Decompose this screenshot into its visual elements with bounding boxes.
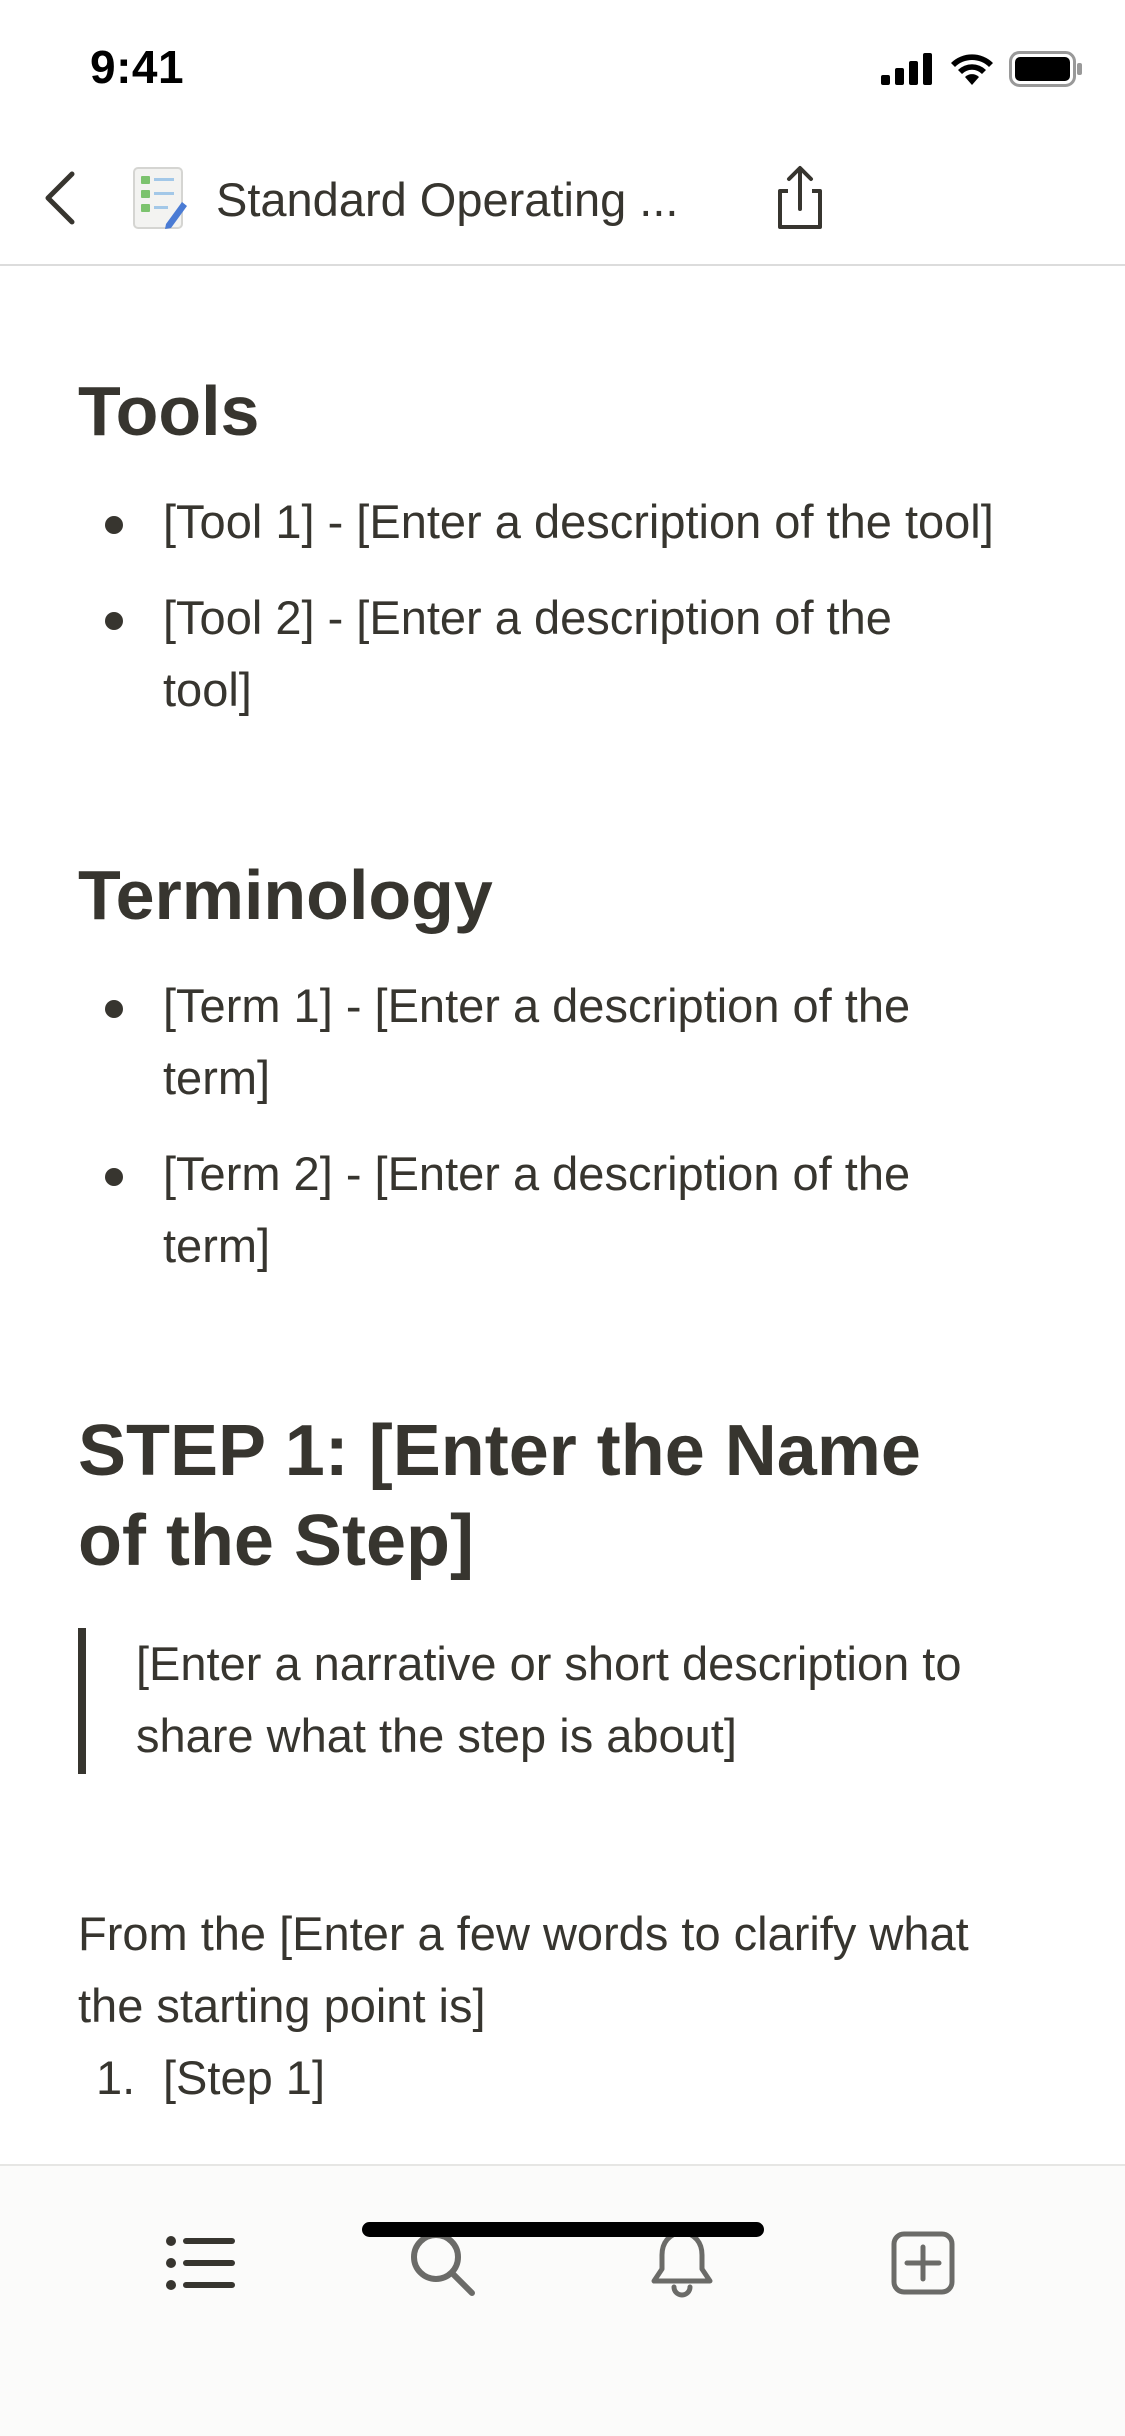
bullet-marker — [105, 1168, 123, 1186]
back-button[interactable] — [30, 162, 90, 234]
status-time: 9:41 — [90, 41, 185, 93]
checklist-emoji-icon[interactable] — [130, 162, 190, 234]
new-page-button[interactable] — [878, 2218, 968, 2308]
bullet-list-item[interactable] — [78, 1138, 1058, 1282]
home-indicator[interactable] — [362, 2222, 764, 2237]
bullet-list-item[interactable] — [78, 582, 1058, 726]
numbered-list-item[interactable] — [78, 2042, 1058, 2114]
status-bar — [0, 0, 1125, 132]
number-marker: 1. — [96, 2051, 136, 2104]
bullet-marker — [105, 612, 123, 630]
page-content[interactable] — [0, 266, 1125, 2164]
bullet-list-item[interactable] — [78, 486, 1058, 558]
bullet-text[interactable]: [Tool 2] - [Enter a description of the tool] — [163, 591, 892, 716]
chevron-left-icon — [40, 168, 80, 228]
navigation-bar — [0, 132, 1125, 266]
heading-step-1[interactable]: STEP 1: [Enter the Name of the Step] — [78, 1411, 921, 1581]
status-icons — [881, 48, 1083, 90]
quote-block[interactable] — [78, 1628, 1038, 1774]
new-page-icon — [890, 2230, 956, 2296]
sidebar-menu-icon — [165, 2235, 237, 2291]
wifi-icon — [949, 52, 995, 86]
bullet-text[interactable]: [Term 1] - [Enter a description of the term] — [163, 979, 911, 1104]
bottom-tab-bar — [0, 2164, 1125, 2436]
cellular-signal-icon — [881, 53, 935, 85]
numbered-text[interactable]: [Step 1] — [163, 2051, 325, 2104]
paragraph-text[interactable]: From the [Enter a few words to clarify what the starting point is] — [78, 1907, 969, 2032]
bullet-marker — [105, 516, 123, 534]
battery-icon — [1009, 51, 1083, 87]
share-button[interactable] — [765, 160, 835, 236]
search-icon — [406, 2227, 478, 2299]
bullet-text[interactable]: [Term 2] - [Enter a description of the term] — [163, 1147, 911, 1272]
bullet-list-item[interactable] — [78, 970, 1058, 1114]
sidebar-menu-button[interactable] — [156, 2218, 246, 2308]
bullet-marker — [105, 1000, 123, 1018]
quote-bar — [78, 1628, 86, 1774]
heading-terminology[interactable]: Terminology — [78, 856, 493, 934]
bullet-text[interactable]: [Tool 1] - [Enter a description of the tool] — [163, 495, 994, 548]
bell-icon — [647, 2227, 717, 2299]
quote-text[interactable]: [Enter a narrative or short description to share what the step is about] — [136, 1637, 962, 1762]
share-icon — [770, 163, 830, 233]
heading-tools[interactable]: Tools — [78, 372, 260, 450]
page-title[interactable]: Standard Operating ... — [216, 173, 679, 226]
